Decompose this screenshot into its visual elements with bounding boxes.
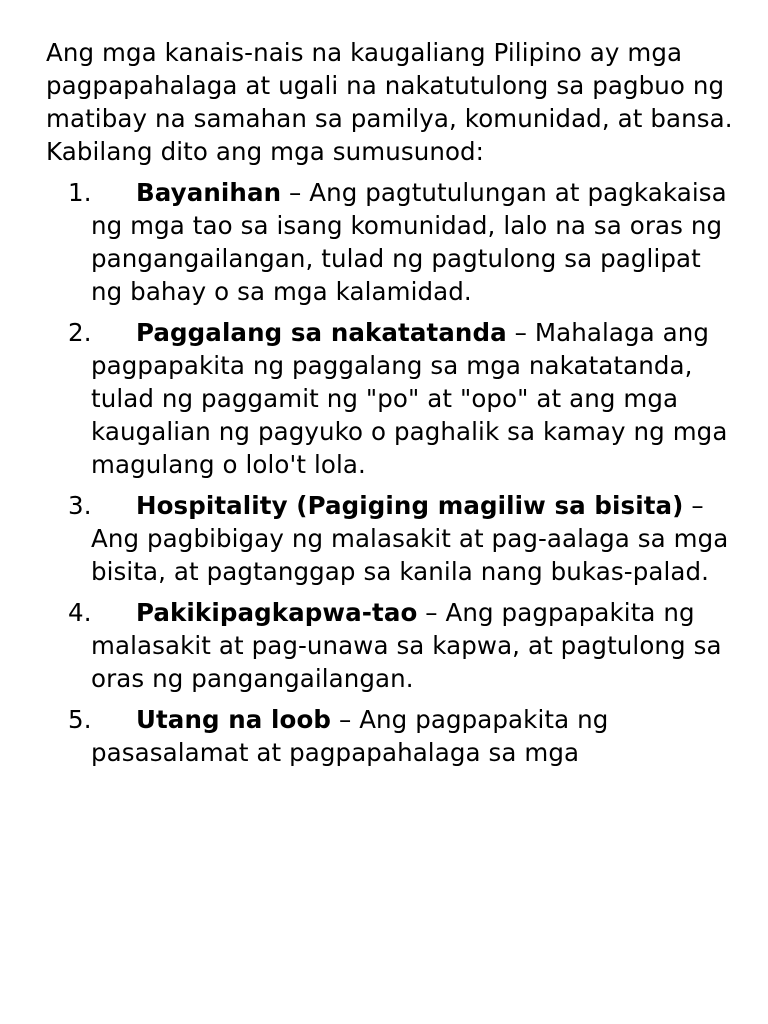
item-body: [91, 489, 736, 588]
item-body: [91, 316, 736, 481]
item-term: Hospitality (Pagiging magiliw sa bisita): [136, 491, 684, 520]
item-number: 4.: [68, 598, 92, 627]
item-body: [91, 703, 736, 769]
item-description: – Ang pagtutulungan at pagkakaisa ng mga tao sa isang komunidad, lalo na sa oras ng pangangailangan, tulad ng pagtulong sa paglipat ng bahay o sa mga kalamidad.: [91, 178, 727, 306]
list-item: [46, 316, 736, 481]
item-description: – Ang pagpapakita ng pasasalamat at pagpapahalaga sa mga: [91, 705, 609, 767]
document-page: [46, 36, 736, 777]
item-description: – Mahalaga ang pagpapakita ng paggalang sa mga nakatatanda, tulad ng paggamit ng "po" at "opo" at ang mga kaugalian ng pagyuko o paghalik sa kamay ng mga magulang o lolo't lola.: [91, 318, 728, 479]
list-item: [46, 489, 736, 588]
item-term: Bayanihan: [136, 178, 282, 207]
item-term: Pakikipagkapwa-tao: [136, 598, 418, 627]
list-item: [46, 703, 736, 769]
list-item: [46, 596, 736, 695]
item-body: [91, 596, 736, 695]
list-item: [46, 176, 736, 308]
item-number: 1.: [68, 178, 92, 207]
values-list: [46, 176, 736, 769]
item-description: – Ang pagbibigay ng malasakit at pag-aalaga sa mga bisita, at pagtanggap sa kanila nang bukas-palad.: [91, 491, 729, 586]
item-description: – Ang pagpapakita ng malasakit at pag-unawa sa kapwa, at pagtulong sa oras ng pangangailangan.: [91, 598, 722, 693]
intro-paragraph: Ang mga kanais-nais na kaugaliang Pilipino ay mga pagpapahalaga at ugali na nakatutulong sa pagbuo ng matibay na samahan sa pamilya, komunidad, at bansa. Kabilang dito ang mga sumusunod:: [46, 38, 733, 166]
item-number: 3.: [68, 491, 92, 520]
item-term: Paggalang sa nakatatanda: [136, 318, 507, 347]
item-number: 2.: [68, 318, 92, 347]
item-term: Utang na loob: [136, 705, 332, 734]
item-body: [91, 176, 736, 308]
item-number: 5.: [68, 705, 92, 734]
